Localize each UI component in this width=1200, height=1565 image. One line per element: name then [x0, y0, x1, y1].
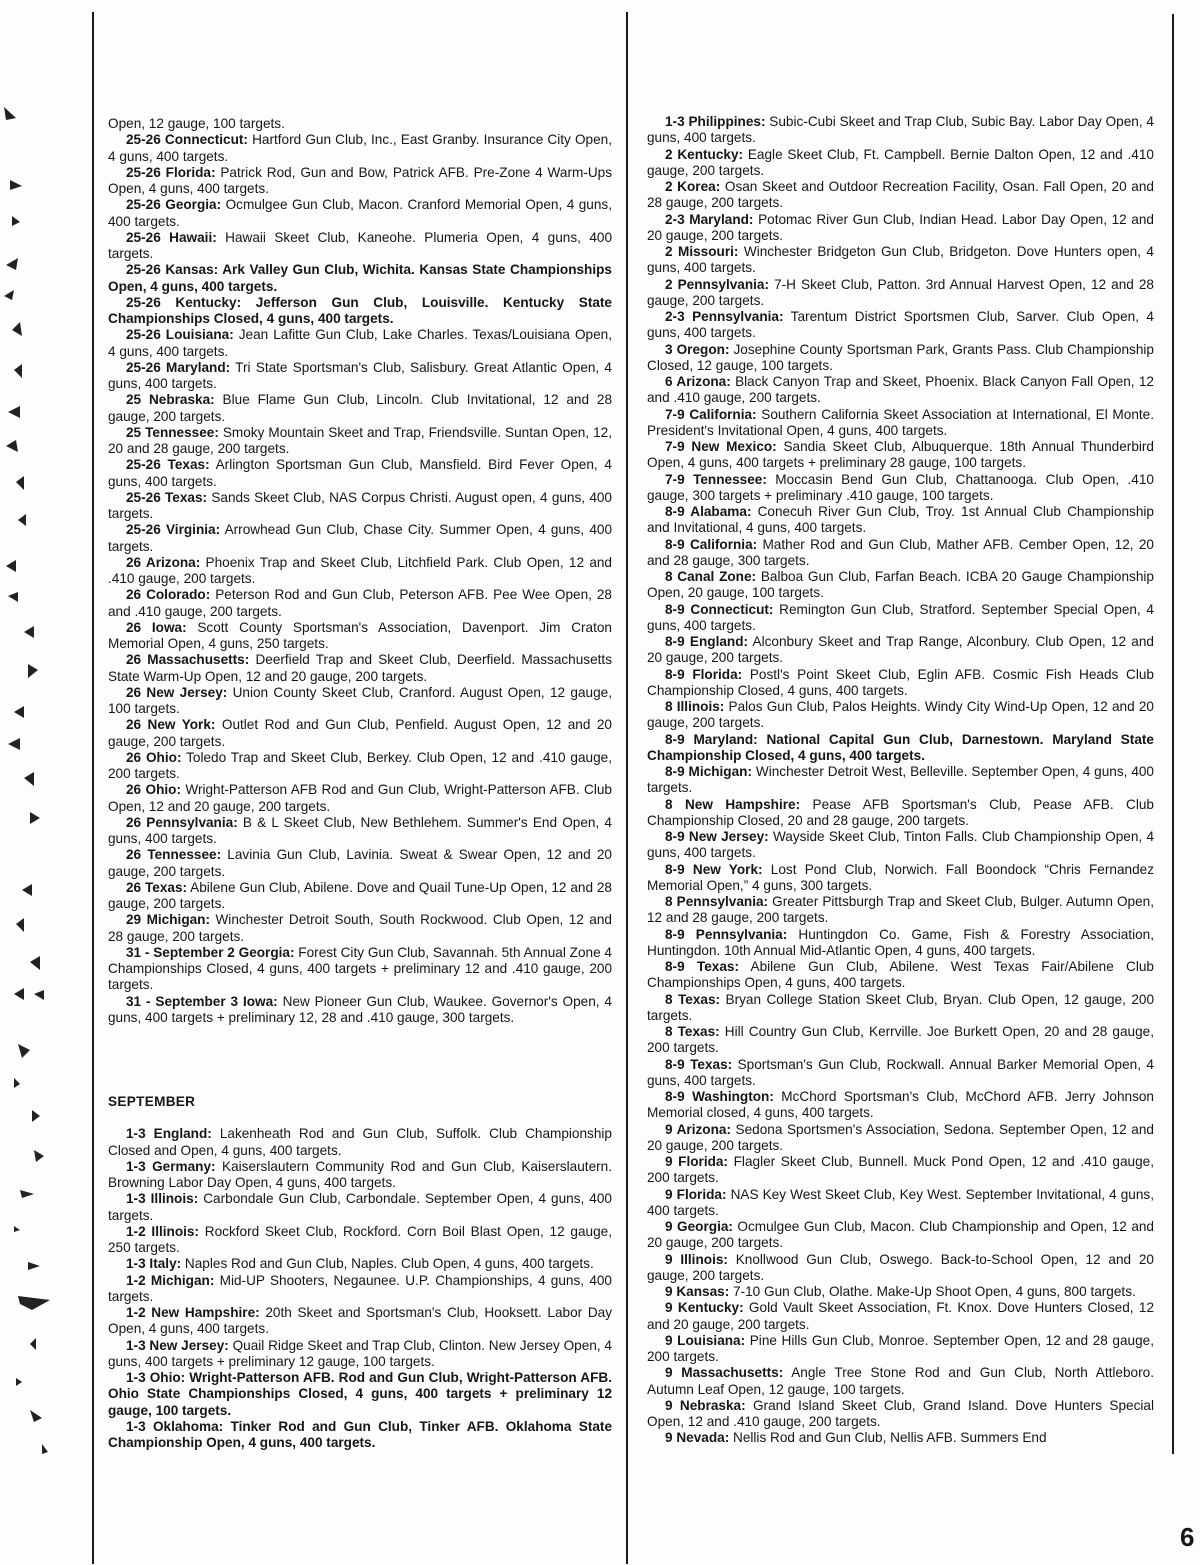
- entry-details: Jefferson Gun Club, Louisville. Kentucky State Championships Closed, 4 guns, 400 targets.: [108, 294, 612, 326]
- entry-date-state: 8 Illinois:: [665, 699, 725, 714]
- entry-details: Wayside Skeet Club, Tinton Falls. Club Championship Open, 4 guns, 400 targets.: [647, 829, 1154, 861]
- entry-details: Sedona Sportsmen's Association, Sedona. September Open, 12 and 20 gauge, 200 targets.: [647, 1121, 1154, 1153]
- schedule-entry: [647, 537, 1154, 570]
- month-heading: SEPTEMBER: [108, 1094, 196, 1109]
- schedule-entry: [108, 652, 612, 685]
- schedule-entry: [647, 602, 1154, 635]
- entry-details: Open, 12 gauge, 100 targets.: [108, 116, 285, 131]
- entry-details: Hawaii Skeet Club, Kaneohe. Plumeria Open, 4 guns, 400 targets.: [108, 229, 612, 261]
- entry-date-state: 8-9 Texas:: [665, 1056, 733, 1072]
- schedule-entry: [108, 994, 612, 1027]
- entry-date-state: 26 Iowa:: [126, 619, 187, 635]
- schedule-entry: [108, 522, 612, 555]
- entry-details: Balboa Gun Club, Farfan Beach. ICBA 20 Gauge Championship Open, 20 gauge, 100 targets.: [647, 569, 1154, 601]
- schedule-entry: [647, 959, 1154, 992]
- entry-details: Hartford Gun Club, Inc., East Granby. Insurance City Open, 4 guns, 400 targets.: [108, 132, 612, 164]
- entry-date-state: 1-2 Illinois:: [126, 1223, 200, 1239]
- schedule-entry: [647, 862, 1154, 895]
- entry-date-state: 8-9 New York:: [665, 861, 763, 877]
- entry-details: 20th Skeet and Sportsman's Club, Hooksett. Labor Day Open, 4 guns, 400 targets.: [108, 1305, 612, 1337]
- entry-date-state: 8 Texas:: [665, 991, 721, 1007]
- schedule-entry: [647, 277, 1154, 310]
- schedule-entry: [108, 360, 612, 393]
- entry-date-state: 1-3 England:: [126, 1126, 212, 1142]
- entry-details: Carbondale Gun Club, Carbondale. September Open, 4 guns, 400 targets.: [108, 1191, 612, 1223]
- entry-date-state: 2 Kentucky:: [665, 146, 744, 162]
- entry-details: Winchester Bridgeton Gun Club, Bridgeton. Dove Hunters open, 4 guns, 400 targets.: [647, 244, 1154, 276]
- entry-details: Pease AFB Sportsman's Club, Pease AFB. Club Championship Closed, 20 and 28 gauge, 200 targets.: [647, 796, 1154, 828]
- schedule-entry: [108, 132, 612, 165]
- entry-details: Black Canyon Trap and Skeet, Phoenix. Black Canyon Fall Open, 12 and .410 gauge, 200 targets.: [647, 374, 1154, 406]
- entry-details: Conecuh River Gun Club, Troy. 1st Annual Club Championship and Invitational, 4 guns, 400 targets.: [647, 504, 1154, 536]
- entry-details: Union County Skeet Club, Cranford. August Open, 12 gauge, 100 targets.: [108, 684, 612, 716]
- entry-date-state: 26 Massachusetts:: [126, 652, 250, 668]
- entry-details: Abilene Gun Club, Abilene. West Texas Fair/Abilene Club Championships Open, 4 guns, 400 targets.: [647, 959, 1154, 991]
- entry-details: Arlington Sportsman Gun Club, Mansfield. Bird Fever Open, 4 guns, 400 targets.: [108, 457, 612, 489]
- entry-details: Potomac River Gun Club, Indian Head. Labor Day Open, 12 and 20 gauge, 200 targets.: [647, 211, 1154, 243]
- margin-bleed-marks: [0, 0, 60, 1565]
- schedule-entry: [647, 212, 1154, 245]
- entry-details: 7-10 Gun Club, Olathe. Make-Up Shoot Open, 4 guns, 800 targets.: [729, 1284, 1136, 1299]
- entry-details: Pine Hills Gun Club, Monroe. September Open, 12 and 28 gauge, 200 targets.: [647, 1332, 1154, 1364]
- entry-details: Arrowhead Gun Club, Chase City. Summer Open, 4 guns, 400 targets.: [108, 522, 613, 554]
- entry-details: Ark Valley Gun Club, Wichita. Kansas State Championships Open, 4 guns, 400 targets.: [108, 262, 612, 294]
- entry-date-state: 26 New York:: [126, 717, 216, 733]
- schedule-entry: [108, 782, 612, 815]
- entry-date-state: 8-9 Washington:: [665, 1089, 774, 1104]
- entry-date-state: 8-9 Pennsylvania:: [665, 926, 788, 942]
- entry-details: Subic-Cubi Skeet and Trap Club, Subic Bay. Labor Day Open, 4 guns, 400 targets.: [647, 114, 1154, 146]
- entry-date-state: 9 Kansas:: [665, 1284, 730, 1299]
- entry-details: Moccasin Bend Gun Club, Chattanooga. Club Open, .410 gauge, 300 targets + preliminary .410 gauge, 100 targets.: [647, 471, 1154, 503]
- entry-details: Outlet Rod and Gun Club, Penfield. August Open, 12 and 20 gauge, 200 targets.: [108, 717, 612, 749]
- september-entries-continued: [647, 114, 1154, 1447]
- entry-date-state: 8 New Hampshire:: [665, 796, 801, 812]
- schedule-entry: [108, 1338, 612, 1371]
- schedule-entry: [647, 179, 1154, 212]
- schedule-entry: [647, 829, 1154, 862]
- schedule-entry: [647, 1057, 1154, 1090]
- entry-date-state: 1-3 Oklahoma:: [126, 1418, 224, 1434]
- entry-details: Mid-UP Shooters, Negaunee. U.P. Championships, 4 guns, 400 targets.: [108, 1272, 612, 1304]
- entry-date-state: 31 - September 2 Georgia:: [126, 944, 295, 960]
- entry-date-state: 9 Nebraska:: [665, 1397, 746, 1413]
- entry-details: Nellis Rod and Gun Club, Nellis AFB. Summers End: [729, 1430, 1047, 1446]
- schedule-entry: [647, 1154, 1154, 1187]
- entry-date-state: 2 Korea:: [665, 179, 721, 194]
- entry-details: B & L Skeet Club, New Bethlehem. Summer's End Open, 4 guns, 400 targets.: [108, 814, 612, 846]
- schedule-entry: [108, 490, 612, 523]
- entry-date-state: 6 Arizona:: [665, 374, 731, 389]
- entry-details: Jean Lafitte Gun Club, Lake Charles. Texas/Louisiana Open, 4 guns, 400 targets.: [108, 327, 612, 359]
- entry-date-state: 1-3 Philippines:: [665, 114, 766, 129]
- entry-date-state: 25-26 Maryland:: [126, 359, 231, 375]
- entry-date-state: 25-26 Texas:: [126, 489, 208, 505]
- schedule-entry: [647, 244, 1154, 277]
- entry-details: New Pioneer Gun Club, Waukee. Governor's Open, 4 guns, 400 targets + preliminary 12, 28 and .410 gauge, 300 targets.: [108, 993, 612, 1025]
- entry-details: Ocmulgee Gun Club, Macon. Cranford Memorial Open, 4 guns, 400 targets.: [108, 197, 612, 229]
- entry-details: Angle Tree Stone Rod and Gun Club, North Attleboro. Autumn Leaf Open, 12 gauge, 100 targets.: [647, 1365, 1154, 1397]
- schedule-entry: [108, 587, 612, 620]
- entry-date-state: 25 Nebraska:: [126, 392, 215, 408]
- schedule-entry: [647, 1122, 1154, 1155]
- entry-details: Rockford Skeet Club, Rockford. Corn Boil Blast Open, 12 gauge, 250 targets.: [108, 1223, 612, 1255]
- schedule-entry: [108, 1256, 612, 1272]
- schedule-entry: [647, 1187, 1154, 1220]
- entry-details: Mather Rod and Gun Club, Mather AFB. Cember Open, 12, 20 and 28 gauge, 300 targets.: [647, 536, 1154, 568]
- schedule-entry: [647, 1284, 1154, 1300]
- entry-date-state: 25-26 Florida:: [126, 164, 216, 180]
- entry-details: Southern California Skeet Association at International, El Monte. President's Invitational Open, 4 guns, 400 targets.: [647, 406, 1154, 438]
- schedule-entry: [108, 1126, 612, 1159]
- schedule-entry: [108, 327, 612, 360]
- entry-details: Tinker Rod and Gun Club, Tinker AFB. Oklahoma State Championship Open, 4 guns, 400 targets.: [108, 1418, 613, 1450]
- entry-date-state: 8-9 Alabama:: [665, 504, 752, 519]
- entry-date-state: 7-9 California:: [665, 406, 757, 422]
- schedule-entry: [647, 927, 1154, 960]
- schedule-entry: [108, 555, 612, 588]
- entry-date-state: 9 Illinois:: [665, 1251, 728, 1267]
- entry-date-state: 7-9 New Mexico:: [665, 439, 777, 454]
- entry-date-state: 8-9 Maryland:: [665, 731, 758, 747]
- entry-details: Lost Pond Club, Norwich. Fall Boondock “Chris Fernandez Memorial Open,” 4 guns, 300 targets.: [647, 861, 1154, 893]
- entry-details: Phoenix Trap and Skeet Club, Litchfield Park. Club Open, 12 and .410 gauge, 200 targets.: [108, 554, 612, 586]
- schedule-entry: [108, 1370, 612, 1419]
- page-number: 6: [1180, 1522, 1195, 1552]
- entry-details: Scott County Sportsman's Association, Davenport. Jim Craton Memorial Open, 4 guns, 250 targets.: [108, 619, 612, 651]
- schedule-entry: [647, 147, 1154, 180]
- entry-date-state: 9 Louisiana:: [665, 1332, 746, 1348]
- entry-details: Tarentum District Sportsmen Club, Sarver. Club Open, 4 guns, 400 targets.: [647, 309, 1154, 341]
- entry-details: Grand Island Skeet Club, Grand Island. Dove Hunters Special Open, 12 and .410 gauge, 200 targets.: [647, 1397, 1154, 1429]
- schedule-entry: [108, 1224, 612, 1257]
- entry-date-state: 26 Tennessee:: [126, 847, 222, 863]
- schedule-entry: [647, 1430, 1154, 1446]
- entry-date-state: 9 Nevada:: [665, 1430, 730, 1446]
- entry-details: Remington Gun Club, Stratford. September Special Open, 4 guns, 400 targets.: [647, 601, 1154, 633]
- entry-details: Sands Skeet Club, NAS Corpus Christi. August open, 4 guns, 400 targets.: [108, 489, 612, 521]
- entry-date-state: 26 Ohio:: [126, 782, 181, 798]
- entry-details: Alconbury Skeet and Trap Range, Alconbury. Club Open, 12 and 20 gauge, 200 targets.: [647, 634, 1154, 666]
- entry-date-state: 1-3 New Jersey:: [126, 1337, 229, 1353]
- entry-date-state: 1-3 Ohio:: [126, 1370, 186, 1385]
- entry-details: Quail Ridge Skeet and Trap Club, Clinton. New Jersey Open, 4 guns, 400 targets + preliminary 12 gauge, 100 targets.: [108, 1337, 612, 1369]
- schedule-entry: [108, 425, 612, 458]
- entry-date-state: 2-3 Maryland:: [665, 211, 754, 227]
- schedule-entry: [647, 1300, 1154, 1333]
- entry-details: Lakenheath Rod and Gun Club, Suffolk. Club Championship Closed and Open, 4 guns, 400 targets.: [108, 1126, 612, 1158]
- entry-date-state: 26 Colorado:: [126, 587, 211, 603]
- entry-details: Abilene Gun Club, Abilene. Dove and Quail Tune-Up Open, 12 and 28 gauge, 200 targets.: [108, 879, 612, 911]
- entry-details: McChord Sportsman's Club, McChord AFB. Jerry Johnson Memorial closed, 4 guns, 400 targets.: [647, 1089, 1154, 1121]
- entry-details: Toledo Trap and Skeet Club, Berkey. Club Open, 12 and .410 gauge, 200 targets.: [108, 749, 612, 781]
- schedule-entry: [647, 699, 1154, 732]
- schedule-entry: [108, 1305, 612, 1338]
- august-entries: [108, 116, 612, 1026]
- entry-date-state: 9 Arizona:: [665, 1121, 731, 1137]
- entry-details: Huntingdon Co. Game, Fish & Forestry Association, Huntingdon. 10th Annual Mid-Atlantic Open, 4 guns, 400 targets.: [647, 926, 1155, 958]
- entry-date-state: 9 Kentucky:: [665, 1300, 744, 1316]
- schedule-entry: [647, 1398, 1154, 1431]
- entry-date-state: 8 Pennsylvania:: [665, 894, 769, 909]
- left-column: [108, 116, 612, 1451]
- entry-date-state: 25-26 Georgia:: [126, 197, 222, 213]
- schedule-entry: [108, 165, 612, 198]
- entry-details: 7-H Skeet Club, Patton. 3rd Annual Harvest Open, 12 and 28 gauge, 200 targets.: [647, 276, 1154, 308]
- entry-date-state: 25-26 Kentucky:: [126, 294, 242, 310]
- schedule-entry: [647, 764, 1154, 797]
- entry-date-state: 26 Pennsylvania:: [126, 814, 238, 830]
- schedule-entry: [647, 504, 1154, 537]
- schedule-entry: [647, 569, 1154, 602]
- entry-details: Winchester Detroit South, South Rockwood. Club Open, 12 and 28 gauge, 200 targets.: [108, 912, 612, 944]
- schedule-entry: [108, 717, 612, 750]
- schedule-entry: [108, 295, 612, 328]
- schedule-entry: [108, 116, 612, 132]
- entry-details: Eagle Skeet Club, Ft. Campbell. Bernie Dalton Open, 12 and .410 gauge, 200 targets.: [647, 146, 1154, 178]
- entry-date-state: 3 Oregon:: [665, 341, 730, 357]
- entry-details: Osan Skeet and Outdoor Recreation Facility, Osan. Fall Open, 20 and 28 gauge, 200 targets.: [647, 179, 1154, 211]
- entry-date-state: 8-9 California:: [665, 536, 758, 552]
- entry-date-state: 9 Massachusetts:: [665, 1365, 784, 1381]
- entry-details: Flagler Skeet Club, Bunnell. Muck Pond Open, 12 and .410 gauge, 200 targets.: [647, 1154, 1154, 1186]
- entry-details: Ocmulgee Gun Club, Macon. Club Championship and Open, 12 and 20 gauge, 200 targets.: [647, 1219, 1154, 1251]
- schedule-entry: [647, 1219, 1154, 1252]
- entry-date-state: 8-9 New Jersey:: [665, 829, 769, 844]
- schedule-entry: [647, 472, 1154, 505]
- entry-details: Sandia Skeet Club, Albuquerque. 18th Annual Thunderbird Open, 4 guns, 400 targets + preliminary 28 gauge, 100 targets.: [647, 439, 1154, 471]
- schedule-entry: [647, 1252, 1154, 1285]
- schedule-entry: [108, 685, 612, 718]
- schedule-entry: [108, 945, 612, 994]
- entry-details: Forest City Gun Club, Savannah. 5th Annual Zone 4 Championships Closed, 4 guns, 400 targets + preliminary 12 and .410 gauge, 200 targets.: [108, 944, 612, 993]
- schedule-entry: [108, 620, 612, 653]
- entry-details: NAS Key West Skeet Club, Key West. September Invitational, 4 guns, 400 targets.: [647, 1186, 1154, 1218]
- entry-date-state: 1-3 Italy:: [126, 1256, 182, 1272]
- entry-date-state: 31 - September 3 Iowa:: [126, 993, 278, 1009]
- entry-date-state: 1-3 Illinois:: [126, 1191, 199, 1207]
- schedule-entry: [108, 457, 612, 490]
- entry-details: Hill Country Gun Club, Kerrville. Joe Burkett Open, 20 and 28 gauge, 200 targets.: [647, 1024, 1154, 1056]
- schedule-entry: [647, 439, 1154, 472]
- entry-details: Knollwood Gun Club, Oswego. Back-to-School Open, 12 and 20 gauge, 200 targets.: [647, 1251, 1154, 1283]
- center-column-rule: [626, 12, 628, 1564]
- entry-date-state: 8 Canal Zone:: [665, 569, 757, 584]
- schedule-entry: [108, 1273, 612, 1306]
- entry-details: Kaiserslautern Community Rod and Gun Club, Kaiserslautern. Browning Labor Day Open, 4 guns, 400 targets.: [108, 1158, 612, 1190]
- schedule-entry: [647, 797, 1154, 830]
- entry-details: Wright-Patterson AFB. Rod and Gun Club, Wright-Patterson AFB. Ohio State Championships Closed, 4 guns, 400 targets + preliminary 12 gauge, 100 targets.: [108, 1370, 612, 1418]
- schedule-entry: [108, 912, 612, 945]
- entry-details: Patrick Rod, Gun and Bow, Patrick AFB. Pre-Zone 4 Warm-Ups Open, 4 guns, 400 targets.: [108, 164, 612, 196]
- entry-details: Palos Gun Club, Palos Heights. Windy City Wind-Up Open, 12 and 20 gauge, 200 targets.: [647, 699, 1154, 731]
- entry-date-state: 2-3 Pennsylvania:: [665, 309, 784, 324]
- entry-details: Smoky Mountain Skeet and Trap, Friendsville. Suntan Open, 12, 20 and 28 gauge, 200 targets.: [108, 424, 613, 456]
- entry-details: National Capital Gun Club, Darnestown. Maryland State Championship Closed, 4 guns, 400 targets.: [647, 731, 1154, 763]
- entry-date-state: 8-9 Texas:: [665, 959, 739, 974]
- entry-date-state: 25-26 Virginia:: [126, 522, 221, 538]
- entry-date-state: 8 Texas:: [665, 1024, 720, 1039]
- schedule-entry: [108, 847, 612, 880]
- entry-details: Josephine County Sportsman Park, Grants Pass. Club Championship Closed, 12 gauge, 100 targets.: [647, 341, 1154, 373]
- entry-date-state: 25 Tennessee:: [126, 424, 219, 440]
- schedule-entry: [647, 1089, 1154, 1122]
- entry-date-state: 2 Missouri:: [665, 244, 739, 259]
- schedule-entry: [647, 309, 1154, 342]
- schedule-entry: [647, 992, 1154, 1025]
- schedule-entry: [647, 732, 1154, 765]
- entry-date-state: 1-2 New Hampshire:: [126, 1305, 260, 1320]
- september-entries: [108, 1126, 612, 1451]
- entry-date-state: 25-26 Hawaii:: [126, 229, 217, 245]
- entry-date-state: 8-9 Connecticut:: [665, 601, 774, 617]
- entry-date-state: 1-2 Michigan:: [126, 1272, 215, 1288]
- entry-date-state: 26 Arizona:: [126, 554, 201, 570]
- schedule-entry: [108, 1159, 612, 1192]
- entry-details: Gold Vault Skeet Association, Ft. Knox. Dove Hunters Closed, 12 and 20 gauge, 200 targets.: [647, 1300, 1154, 1332]
- entry-date-state: 26 Ohio:: [126, 749, 182, 765]
- entry-details: Peterson Rod and Gun Club, Peterson AFB. Pee Wee Open, 28 and .410 gauge, 200 targets.: [108, 587, 612, 619]
- entry-date-state: 8-9 England:: [665, 634, 749, 649]
- entry-date-state: 7-9 Tennessee:: [665, 471, 767, 487]
- entry-date-state: 8-9 Florida:: [665, 666, 743, 682]
- entry-date-state: 2 Pennsylvania:: [665, 276, 770, 292]
- entry-date-state: 9 Florida:: [665, 1186, 727, 1202]
- schedule-entry: [108, 197, 612, 230]
- entry-details: Winchester Detroit West, Belleville. September Open, 4 guns, 400 targets.: [647, 764, 1154, 796]
- entry-details: Lavinia Gun Club, Lavinia. Sweat & Swear Open, 12 and 20 gauge, 200 targets.: [108, 847, 612, 879]
- entry-details: Postl's Point Skeet Club, Eglin AFB. Cosmic Fish Heads Club Championship Closed, 4 guns, 400 targets.: [647, 666, 1154, 698]
- entry-date-state: 25-26 Kansas:: [126, 262, 219, 278]
- entry-details: Wright-Patterson AFB Rod and Gun Club, Wright-Patterson AFB. Club Open, 12 and 20 gauge, 200 targets.: [108, 782, 612, 814]
- schedule-entry: [108, 750, 612, 783]
- entry-details: Naples Rod and Gun Club, Naples. Club Open, 4 guns, 400 targets.: [181, 1256, 594, 1272]
- schedule-entry: [108, 1419, 612, 1452]
- entry-date-state: 26 New Jersey:: [126, 684, 228, 700]
- entry-date-state: 25-26 Louisiana:: [126, 327, 234, 343]
- entry-date-state: 26 Texas:: [126, 879, 188, 895]
- right-column: [647, 114, 1154, 1447]
- entry-details: Bryan College Station Skeet Club, Bryan. Club Open, 12 gauge, 200 targets.: [647, 991, 1155, 1023]
- schedule-entry: [647, 1024, 1154, 1057]
- schedule-entry: [647, 342, 1154, 375]
- schedule-entry: [108, 815, 612, 848]
- schedule-entry: [108, 230, 612, 263]
- entry-date-state: 25-26 Connecticut:: [126, 132, 248, 148]
- schedule-entry: [647, 1333, 1154, 1366]
- schedule-entry: [108, 262, 612, 295]
- entry-date-state: 9 Florida:: [665, 1154, 729, 1169]
- schedule-entry: [647, 407, 1154, 440]
- schedule-entry: [647, 634, 1154, 667]
- schedule-entry: [647, 894, 1154, 927]
- schedule-entry: [108, 880, 612, 913]
- schedule-entry: [647, 1365, 1154, 1398]
- right-edge-rule: [1172, 14, 1174, 1454]
- entry-date-state: 1-3 Germany:: [126, 1158, 216, 1174]
- entry-details: Greater Pittsburgh Trap and Skeet Club, Bulger. Autumn Open, 12 and 28 gauge, 200 targets.: [647, 894, 1154, 926]
- schedule-entry: [647, 667, 1154, 700]
- entry-details: Blue Flame Gun Club, Lincoln. Club Invitational, 12 and 28 gauge, 200 targets.: [108, 392, 612, 424]
- schedule-entry: [647, 374, 1154, 407]
- schedule-entry: [108, 392, 612, 425]
- entry-date-state: 29 Michigan:: [126, 912, 211, 928]
- entry-details: Deerfield Trap and Skeet Club, Deerfield. Massachusetts State Warm-Up Open, 12 and 20 gauge, 200 targets.: [108, 652, 613, 684]
- entry-date-state: 9 Georgia:: [665, 1219, 733, 1234]
- entry-details: Sportsman's Gun Club, Rockwall. Annual Barker Memorial Open, 4 guns, 400 targets.: [647, 1056, 1154, 1088]
- entry-date-state: 8-9 Michigan:: [665, 764, 752, 779]
- schedule-entry: [647, 114, 1154, 147]
- entry-details: Tri State Sportsman's Club, Salisbury. Great Atlantic Open, 4 guns, 400 targets.: [108, 359, 612, 391]
- left-column-rule: [92, 12, 94, 1564]
- entry-date-state: 25-26 Texas:: [126, 457, 210, 473]
- schedule-entry: [108, 1191, 612, 1224]
